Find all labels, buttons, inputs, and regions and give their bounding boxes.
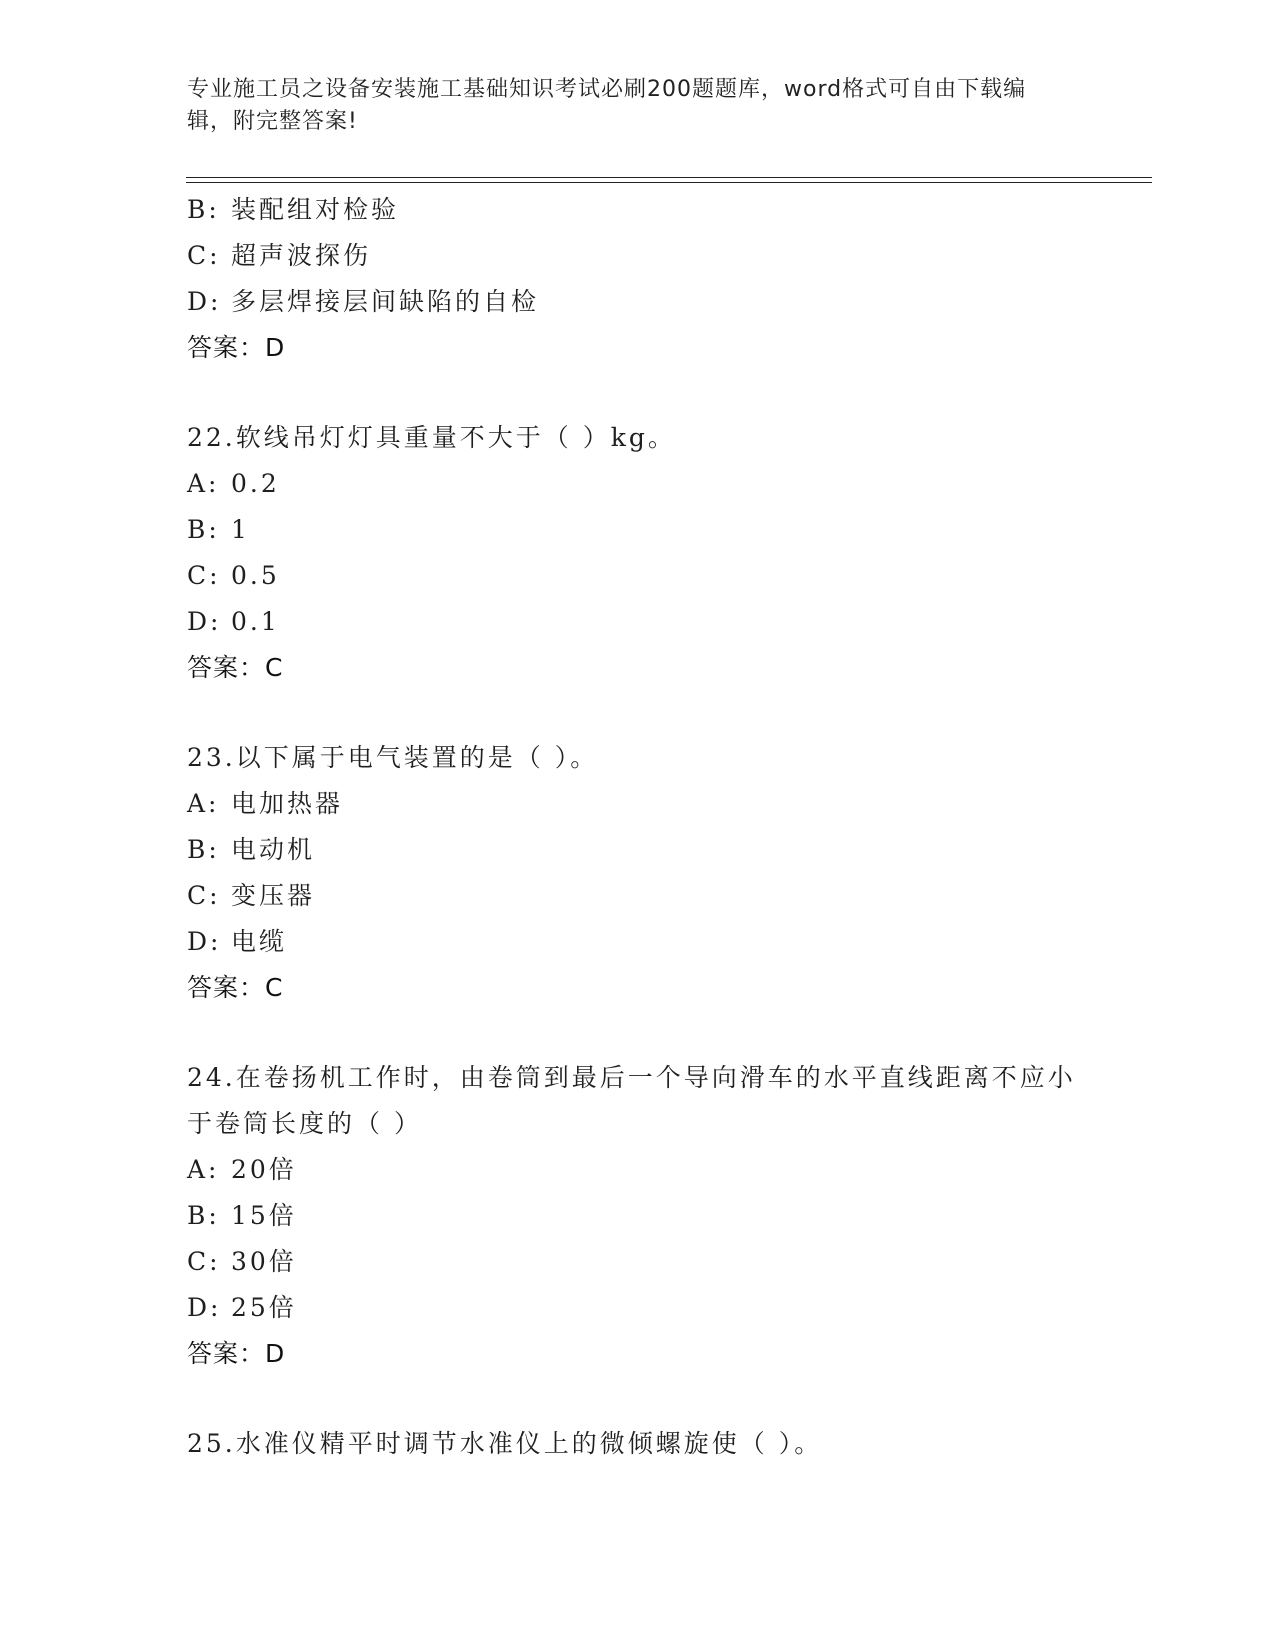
option-a	[187, 1147, 1087, 1193]
document-header: 专业施工员之设备安装施工基础知识考试必刷200题题库，word格式可自由下载编辑，附完整答案!	[187, 77, 1027, 134]
option-text: 电缆	[231, 927, 288, 956]
option-c	[187, 553, 1087, 599]
option-letter: B:	[187, 195, 220, 224]
option-letter: B:	[187, 1201, 220, 1230]
option-c	[187, 873, 1087, 919]
option-d	[187, 1285, 1087, 1331]
question-23	[187, 735, 1087, 1011]
question-25	[187, 1421, 1087, 1467]
option-c	[187, 233, 1087, 279]
option-a	[187, 461, 1087, 507]
option-letter: B:	[187, 515, 220, 544]
option-letter: C:	[187, 1247, 221, 1276]
option-text: 0.2	[231, 469, 280, 498]
header-rule-bottom	[186, 182, 1152, 183]
header-rule-top	[186, 177, 1152, 178]
option-text: 超声波探伤	[231, 241, 372, 270]
option-letter: D:	[187, 927, 222, 956]
option-b	[187, 1193, 1087, 1239]
option-d	[187, 919, 1087, 965]
option-d	[187, 279, 1087, 325]
question-list	[187, 187, 1087, 1467]
option-text: 变压器	[231, 881, 316, 910]
option-letter: D:	[187, 1293, 222, 1322]
option-text: 多层焊接层间缺陷的自检	[231, 287, 540, 316]
option-letter: C:	[187, 241, 221, 270]
option-text: 15倍	[231, 1201, 297, 1230]
option-b	[187, 187, 1087, 233]
option-letter: C:	[187, 561, 221, 590]
option-text: 装配组对检验	[231, 195, 400, 224]
option-a	[187, 781, 1087, 827]
question-22	[187, 415, 1087, 691]
option-letter: B:	[187, 835, 220, 864]
question-stem: 23.以下属于电气装置的是（ ）。	[187, 743, 599, 772]
option-letter: D:	[187, 287, 222, 316]
question-stem: 22.软线吊灯灯具重量不大于（ ）kg。	[187, 423, 676, 452]
option-d	[187, 599, 1087, 645]
option-text: 0.5	[231, 561, 280, 590]
option-c	[187, 1239, 1087, 1285]
option-text: 电加热器	[231, 789, 344, 818]
option-text: 电动机	[231, 835, 316, 864]
option-text: 25倍	[231, 1293, 297, 1322]
answer-line: 答案：C	[187, 973, 284, 1002]
option-b	[187, 827, 1087, 873]
option-text: 30倍	[231, 1247, 297, 1276]
question-stem: 24.在卷扬机工作时，由卷筒到最后一个导向滑车的水平直线距离不应小于卷筒长度的（ ）	[187, 1063, 1076, 1138]
answer-line: 答案：C	[187, 653, 284, 682]
option-letter: D:	[187, 607, 222, 636]
question-stem: 25.水准仪精平时调节水准仪上的微倾螺旋使（ ）。	[187, 1429, 823, 1458]
option-letter: A:	[187, 789, 220, 818]
option-letter: C:	[187, 881, 221, 910]
option-letter: A:	[187, 1155, 220, 1184]
option-text: 20倍	[231, 1155, 297, 1184]
question-24	[187, 1055, 1087, 1377]
answer-line: 答案：D	[187, 1339, 286, 1368]
option-text: 1	[231, 515, 250, 544]
answer-line: 答案：D	[187, 333, 286, 362]
option-text: 0.1	[231, 607, 280, 636]
option-letter: A:	[187, 469, 220, 498]
option-b	[187, 507, 1087, 553]
question-21-continued	[187, 187, 1087, 371]
